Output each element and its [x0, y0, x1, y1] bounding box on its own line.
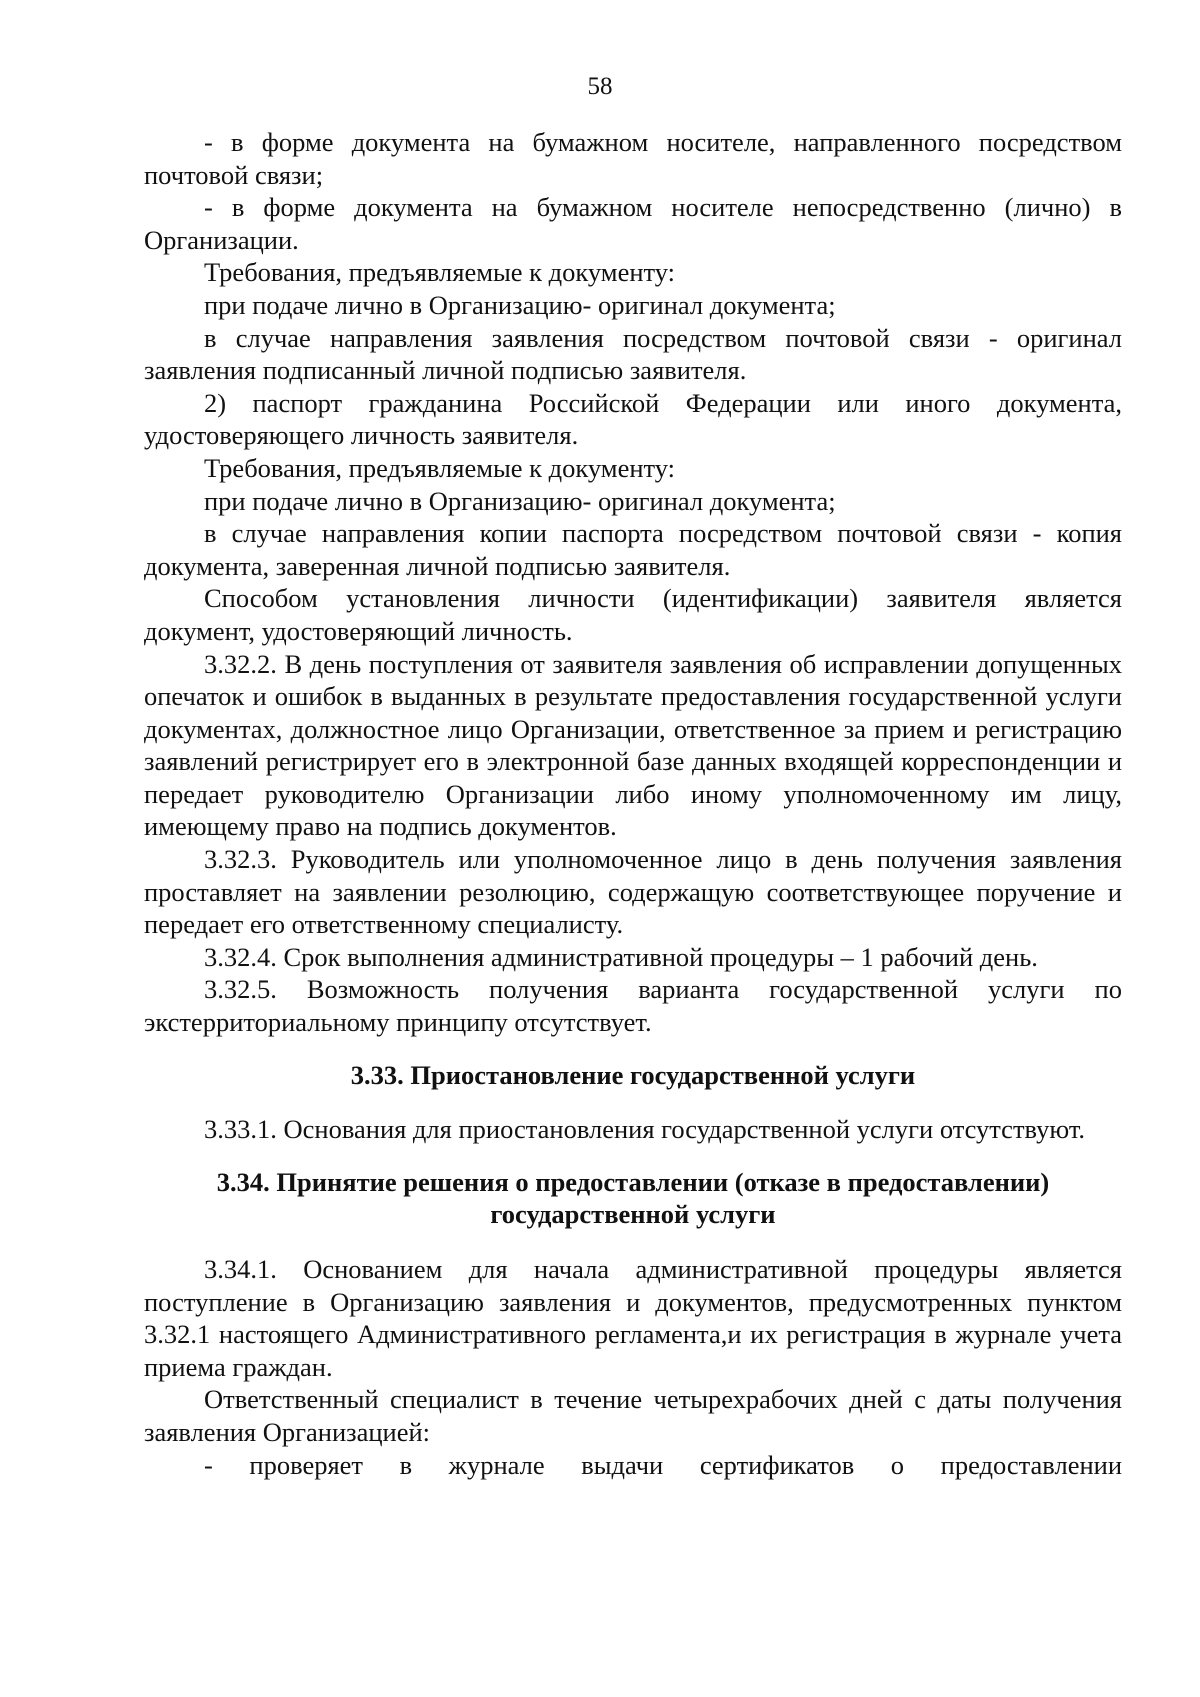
paragraph-3-32-3: 3.32.3. Руководитель или уполномоченное лицо в день получения заявления проставляет на заявлении резолюцию, содержащую соответствующее поручение и передает его ответственному специалисту.	[144, 844, 1122, 940]
paragraph-postal-original: в случае направления заявления посредством почтовой связи - оригинал заявления подписанный личной подписью заявителя.	[144, 322, 1122, 386]
paragraph-3-33-1: 3.33.1. Основания для приостановления государственной услуги отсутствуют.	[204, 1114, 1086, 1145]
paragraph-requirements-heading-2: Требования, предъявляемые к документу:	[204, 452, 676, 483]
paragraph-passport: 2) паспорт гражданина Российской Федерации или иного документа, удостоверяющего личность заявителя.	[144, 387, 1122, 451]
paragraph-3-34-1: 3.34.1. Основанием для начала административной процедуры является поступление в Организацию заявления и документов, предусмотренных пунктом 3.32.1 настоящего Административного регламента,и их регистрация в журнале учета приема граждан.	[144, 1254, 1122, 1382]
section-heading-3-34-line2: государственной услуги	[490, 1199, 776, 1230]
paragraph-3-32-5: 3.32.5. Возможность получения варианта государственной услуги по экстерриториальному принципу отсутствует.	[144, 974, 1122, 1038]
paragraph-identification: Способом установления личности (идентификации) заявителя является документ, удостоверяющий личность.	[144, 583, 1122, 646]
paragraph-3-32-2: 3.32.2. В день поступления от заявителя заявления об исправлении допущенных опечаток и ошибок в выданных в результате предоставления государственной услуги документах, должностное лицо Организации, ответственное за прием и регистрацию заявлений регистрирует его в электронной базе данных входящей корреспонденции и передает руководителю Организации либо иному уполномоченному им лицу, имеющему право на подпись документов.	[144, 648, 1122, 842]
paragraph-responsible-specialist: Ответственный специалист в течение четырехрабочих дней с даты получения заявления Организацией:	[144, 1384, 1122, 1447]
paragraph-original-in-person: при подаче лично в Организацию- оригинал документа;	[204, 289, 836, 320]
section-heading-3-34-line1: 3.34. Принятие решения о предоставлении (отказе в предоставлении)	[216, 1166, 1050, 1197]
paragraph-passport-copy-postal: в случае направления копии паспорта посредством почтовой связи - копия документа, заверенная личной подписью заявителя.	[144, 518, 1122, 581]
paragraph-in-person-form: - в форме документа на бумажном носителе непосредственно (лично) в Организации.	[144, 192, 1122, 255]
paragraph-3-32-4: 3.32.4. Срок выполнения административной процедуры – 1 рабочий день.	[204, 941, 1038, 972]
page-number: 58	[587, 73, 613, 100]
paragraph-original-in-person-2: при подаче лично в Организацию- оригинал документа;	[204, 485, 836, 516]
paragraph-postal-form: - в форме документа на бумажном носителе, направленного посредством почтовой связи;	[144, 127, 1122, 190]
section-heading-3-33: 3.33. Приостановление государственной услуги	[350, 1059, 916, 1090]
paragraph-requirements-heading: Требования, предъявляемые к документу:	[204, 257, 676, 288]
document-body	[144, 126, 1122, 1481]
paragraph-checks-journal: - проверяет в журнале выдачи сертификатов о предоставлении	[204, 1449, 1122, 1480]
